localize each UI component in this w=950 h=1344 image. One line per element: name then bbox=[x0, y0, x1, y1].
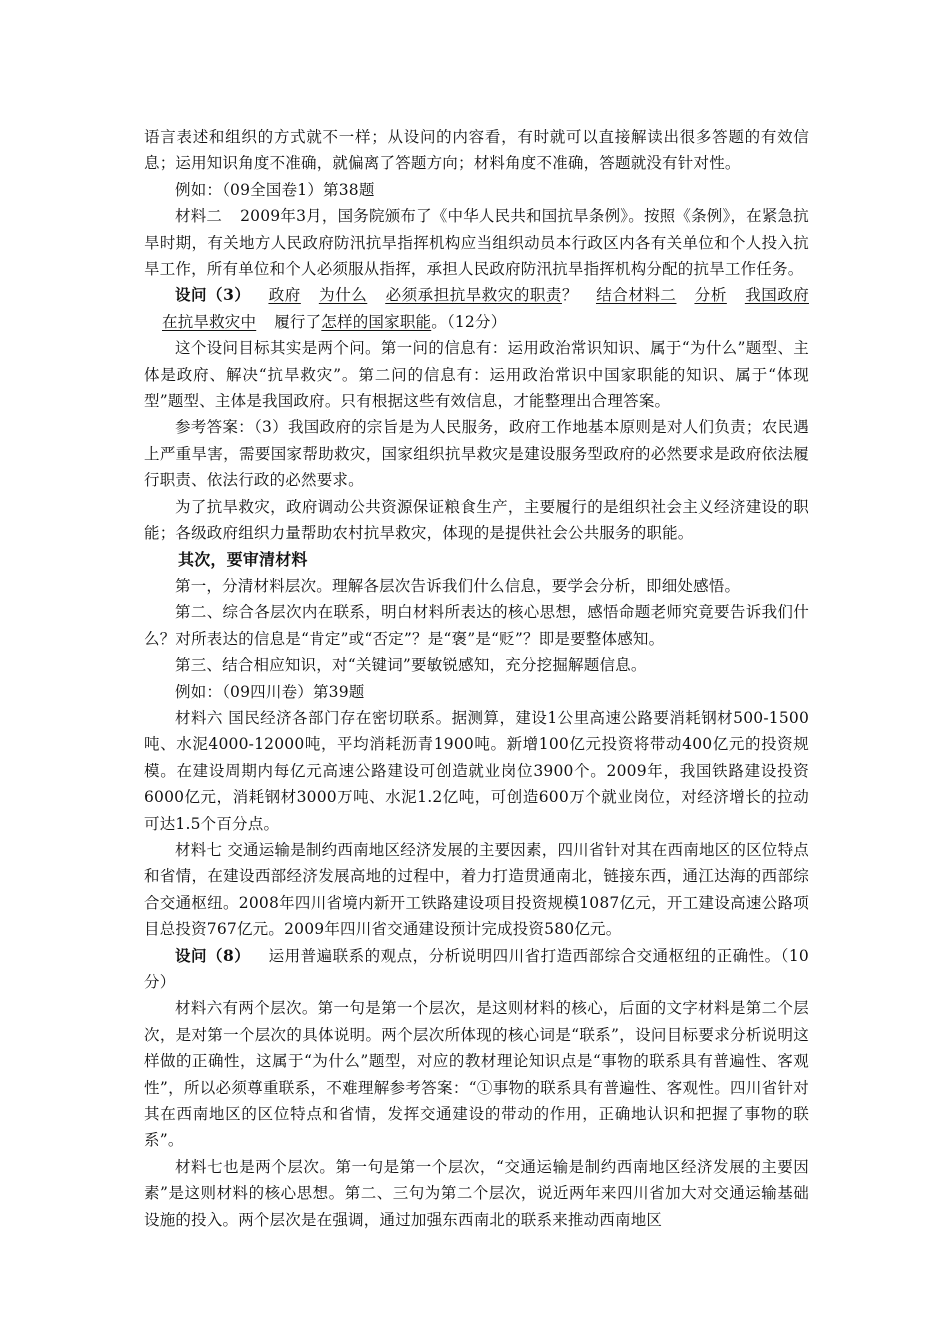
material-6: 材料六 国民经济各部门存在密切联系。据测算，建设1公里高速公路要消耗钢材500-1500吨、水泥4000-12000吨，平均消耗沥青1900吨。新增100亿元投资将带动400亿元的投资规模。在建设周期内每亿元高速公路建设可创造就业岗位3900个。2009年，我国铁路建设投资6000亿元，消耗钢材3000万吨、水泥1.2亿吨，可创造600万个就业岗位，对经济增长的拉动可达1.5个百分点。 bbox=[144, 708, 809, 833]
analysis-paragraph-1: 这个设问目标其实是两个问。第一问的信息有：运用政治常识知识、属于“为什么”题型、主体是政府、解决“抗旱救灾”。第二问的信息有：运用政治常识中国家职能的知识、属于“体现型”题型、主体是我国政府。只有根据这些有效信息，才能整理出合理答案。 bbox=[144, 339, 809, 411]
question-3 bbox=[144, 282, 809, 335]
q3-part-why: 为什么 bbox=[318, 286, 368, 305]
q3-part-material: 结合材料二 bbox=[595, 286, 677, 305]
material-2-paragraph bbox=[144, 203, 809, 282]
q3-part-government: 我国政府 bbox=[744, 286, 809, 305]
question-8 bbox=[144, 943, 809, 996]
q3-part-context: 在抗旱救灾中 bbox=[162, 312, 257, 331]
section-heading: 其次，要审清材料 bbox=[178, 549, 308, 569]
q3-part-analyze: 分析 bbox=[694, 286, 727, 305]
analysis-material-7: 材料七也是两个层次。第一句是第一个层次，“交通运输是制约西南地区经济发展的主要因素”是这则材料的核心思想。第二、三句为第二个层次，说近两年来四川省加大对交通运输基础设施的投入。两个层次是在强调，通过加强东西南北的联系来推动西南地区 bbox=[144, 1157, 809, 1229]
step-3: 第三、结合相应知识，对“关键词”要敏锐感知，充分挖掘解题信息。 bbox=[175, 656, 647, 675]
material-7: 材料七 交通运输是制约西南地区经济发展的主要因素，四川省针对其在西南地区的区位特点和省情，在建设西部经济发展高地的过程中，着力打造贯通南北，链接东西，通江达海的西部综合交通枢纽。2008年四川省境内新开工铁路建设项目投资规模1087亿元，开工建设高速公路项目总投资767亿元。2009年四川省交通建设预计完成投资580亿元。 bbox=[144, 840, 809, 939]
q3-part-subject: 政府 bbox=[268, 286, 301, 305]
q3-part-qmark: ？ bbox=[561, 286, 578, 305]
paragraph-intro: 语言表述和组织的方式就不一样；从设问的内容看，有时就可以直接解读出很多答题的有效信息；运用知识角度不准确，就偏离了答题方向；材料角度不准确，答题就没有针对性。 bbox=[144, 128, 809, 173]
document-page bbox=[144, 124, 809, 1233]
q3-part-score: 。（12分） bbox=[431, 312, 507, 331]
example-label-1: 例如：（09全国卷1）第38题 bbox=[175, 180, 375, 199]
q3-part-fulfill: 履行了 bbox=[274, 312, 322, 331]
step-1: 第一，分清材料层次。理解各层次告诉我们什么信息，要学会分析，即细处感悟。 bbox=[175, 576, 741, 595]
example-label-2: 例如：（09四川卷）第39题 bbox=[175, 682, 365, 701]
step-2: 第二、综合各层次内在联系，明白材料所表达的核心思想，感悟命题老师究竟要告诉我们什么？对所表达的信息是“肯定”或“否定”？是“褒”是“贬”？即是要整体感知。 bbox=[144, 603, 809, 648]
q3-part-function: 怎样的国家职能 bbox=[321, 312, 432, 331]
reference-answer-2: 为了抗旱救灾，政府调动公共资源保证粮食生产，主要履行的是组织社会主义经济建设的职能；各级政府组织力量帮助农村抗旱救灾，体现的是提供社会公共服务的职能。 bbox=[144, 497, 809, 543]
material-2-body: 2009年3月，国务院颁布了《中华人民共和国抗旱条例》。按照《条例》，在紧急抗旱时期，有关地方人民政府防汛抗旱指挥机构应当组织动员本行政区内各有关单位和个人投入抗旱工作，所有单位和个人必须服从指挥，承担人民政府防汛抗旱指挥机构分配的抗旱工作任务。 bbox=[144, 207, 809, 279]
material-2-label: 材料二 bbox=[175, 207, 223, 226]
q3-part-duty: 必须承担抗旱救灾的职责 bbox=[385, 286, 562, 305]
analysis-material-6: 材料六有两个层次。第一句是第一个层次，是这则材料的核心，后面的文字材料是第二个层次，是对第一个层次的具体说明。两个层次所体现的核心词是“联系”，设问目标要求分析说明这样做的正确性，这属于“为什么”题型，对应的教材理论知识点是“事物的联系具有普遍性、客观性”，所以必须尊重联系，不难理解参考答案：“①事物的联系具有普遍性、客观性。四川省针对其在西南地区的区位特点和省情，发挥交通建设的带动的作用，正确地认识和把握了事物的联系”。 bbox=[144, 999, 809, 1150]
question-3-label: 设问（3） bbox=[175, 285, 251, 305]
reference-answer-1: 参考答案：（3）我国政府的宗旨是为人民服务，政府工作地基本原则是对人们负责；农民遇上严重旱害，需要国家帮助救灾，国家组织抗旱救灾是建设服务型政府的必然要求是政府依法履行职责、依法行政的必然要求。 bbox=[144, 418, 809, 490]
question-8-label: 设问（8） bbox=[175, 945, 251, 965]
question-8-body: 运用普遍联系的观点，分析说明四川省打造西部综合交通枢纽的正确性。（10分） bbox=[144, 946, 809, 991]
